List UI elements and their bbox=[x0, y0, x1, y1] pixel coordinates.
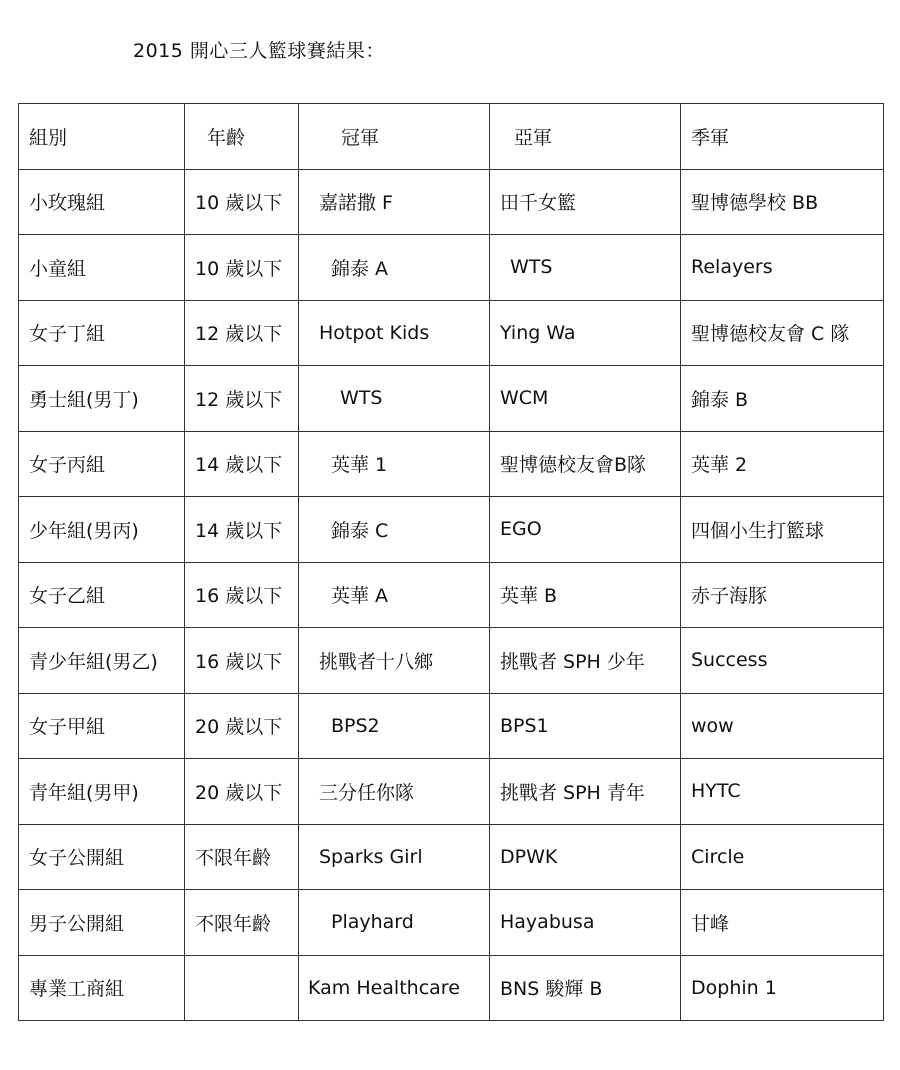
cell-age: 不限年齡 bbox=[185, 890, 299, 956]
cell-runner-up: 挑戰者 SPH 少年 bbox=[490, 628, 681, 694]
table-row bbox=[19, 693, 884, 759]
cell-age bbox=[185, 955, 299, 1021]
cell-runner-up: BNS 駿輝 B bbox=[490, 955, 681, 1021]
cell-group: 小童組 bbox=[19, 235, 185, 301]
cell-third-place: Relayers bbox=[681, 235, 884, 301]
cell-third-place: 四個小生打籃球 bbox=[681, 497, 884, 563]
cell-third-place: 甘峰 bbox=[681, 890, 884, 956]
cell-group: 女子公開組 bbox=[19, 824, 185, 890]
table-row bbox=[19, 497, 884, 563]
cell-champion: 嘉諾撒 F bbox=[299, 169, 490, 235]
cell-runner-up: WCM bbox=[490, 366, 681, 432]
cell-champion: 挑戰者十八鄉 bbox=[299, 628, 490, 694]
cell-champion: BPS2 bbox=[299, 693, 490, 759]
cell-champion: Sparks Girl bbox=[299, 824, 490, 890]
table-header-row bbox=[19, 104, 884, 170]
cell-champion: 錦泰 C bbox=[299, 497, 490, 563]
cell-champion: Hotpot Kids bbox=[299, 300, 490, 366]
header-runner-up: 亞軍 bbox=[490, 104, 681, 170]
cell-runner-up: BPS1 bbox=[490, 693, 681, 759]
cell-champion: Kam Healthcare bbox=[299, 955, 490, 1021]
cell-third-place: HYTC bbox=[681, 759, 884, 825]
cell-age: 16 歲以下 bbox=[185, 628, 299, 694]
cell-age: 10 歲以下 bbox=[185, 235, 299, 301]
cell-group: 少年組(男丙) bbox=[19, 497, 185, 563]
cell-champion: 錦泰 A bbox=[299, 235, 490, 301]
table-row bbox=[19, 366, 884, 432]
cell-age: 12 歲以下 bbox=[185, 300, 299, 366]
cell-group: 專業工商組 bbox=[19, 955, 185, 1021]
table-row bbox=[19, 562, 884, 628]
cell-third-place: 赤子海豚 bbox=[681, 562, 884, 628]
cell-champion: WTS bbox=[299, 366, 490, 432]
table-row bbox=[19, 759, 884, 825]
cell-age: 14 歲以下 bbox=[185, 431, 299, 497]
cell-group: 男子公開組 bbox=[19, 890, 185, 956]
cell-third-place: 錦泰 B bbox=[681, 366, 884, 432]
cell-third-place: 英華 2 bbox=[681, 431, 884, 497]
cell-champion: 英華 1 bbox=[299, 431, 490, 497]
cell-age: 16 歲以下 bbox=[185, 562, 299, 628]
cell-group: 女子丁組 bbox=[19, 300, 185, 366]
cell-age: 12 歲以下 bbox=[185, 366, 299, 432]
header-champion: 冠軍 bbox=[299, 104, 490, 170]
cell-group: 青少年組(男乙) bbox=[19, 628, 185, 694]
cell-age: 10 歲以下 bbox=[185, 169, 299, 235]
cell-runner-up: Hayabusa bbox=[490, 890, 681, 956]
table-row bbox=[19, 235, 884, 301]
cell-age: 20 歲以下 bbox=[185, 693, 299, 759]
cell-age: 不限年齡 bbox=[185, 824, 299, 890]
table-row bbox=[19, 169, 884, 235]
cell-runner-up: DPWK bbox=[490, 824, 681, 890]
table-row bbox=[19, 431, 884, 497]
document-title: 2015 開心三人籃球賽結果： bbox=[133, 40, 385, 62]
cell-third-place: Dophin 1 bbox=[681, 955, 884, 1021]
cell-champion: 英華 A bbox=[299, 562, 490, 628]
cell-champion: Playhard bbox=[299, 890, 490, 956]
cell-runner-up: Ying Wa bbox=[490, 300, 681, 366]
cell-age: 20 歲以下 bbox=[185, 759, 299, 825]
cell-runner-up: EGO bbox=[490, 497, 681, 563]
cell-third-place: 聖博德校友會 C 隊 bbox=[681, 300, 884, 366]
cell-third-place: wow bbox=[681, 693, 884, 759]
cell-runner-up: 田千女籃 bbox=[490, 169, 681, 235]
cell-runner-up: 聖博德校友會B隊 bbox=[490, 431, 681, 497]
cell-third-place: 聖博德學校 BB bbox=[681, 169, 884, 235]
cell-group: 小玫瑰組 bbox=[19, 169, 185, 235]
table-row bbox=[19, 824, 884, 890]
cell-runner-up: 英華 B bbox=[490, 562, 681, 628]
header-third-place: 季軍 bbox=[681, 104, 884, 170]
cell-group: 女子甲組 bbox=[19, 693, 185, 759]
cell-group: 勇士組(男丁) bbox=[19, 366, 185, 432]
table-row bbox=[19, 890, 884, 956]
cell-group: 青年組(男甲) bbox=[19, 759, 185, 825]
table-row bbox=[19, 628, 884, 694]
table-row bbox=[19, 300, 884, 366]
table-row bbox=[19, 955, 884, 1021]
cell-group: 女子丙組 bbox=[19, 431, 185, 497]
cell-age: 14 歲以下 bbox=[185, 497, 299, 563]
cell-group: 女子乙組 bbox=[19, 562, 185, 628]
results-table bbox=[18, 103, 884, 1021]
cell-champion: 三分任你隊 bbox=[299, 759, 490, 825]
header-age: 年齡 bbox=[185, 104, 299, 170]
cell-runner-up: WTS bbox=[490, 235, 681, 301]
cell-runner-up: 挑戰者 SPH 青年 bbox=[490, 759, 681, 825]
header-group: 組別 bbox=[19, 104, 185, 170]
cell-third-place: Success bbox=[681, 628, 884, 694]
cell-third-place: Circle bbox=[681, 824, 884, 890]
